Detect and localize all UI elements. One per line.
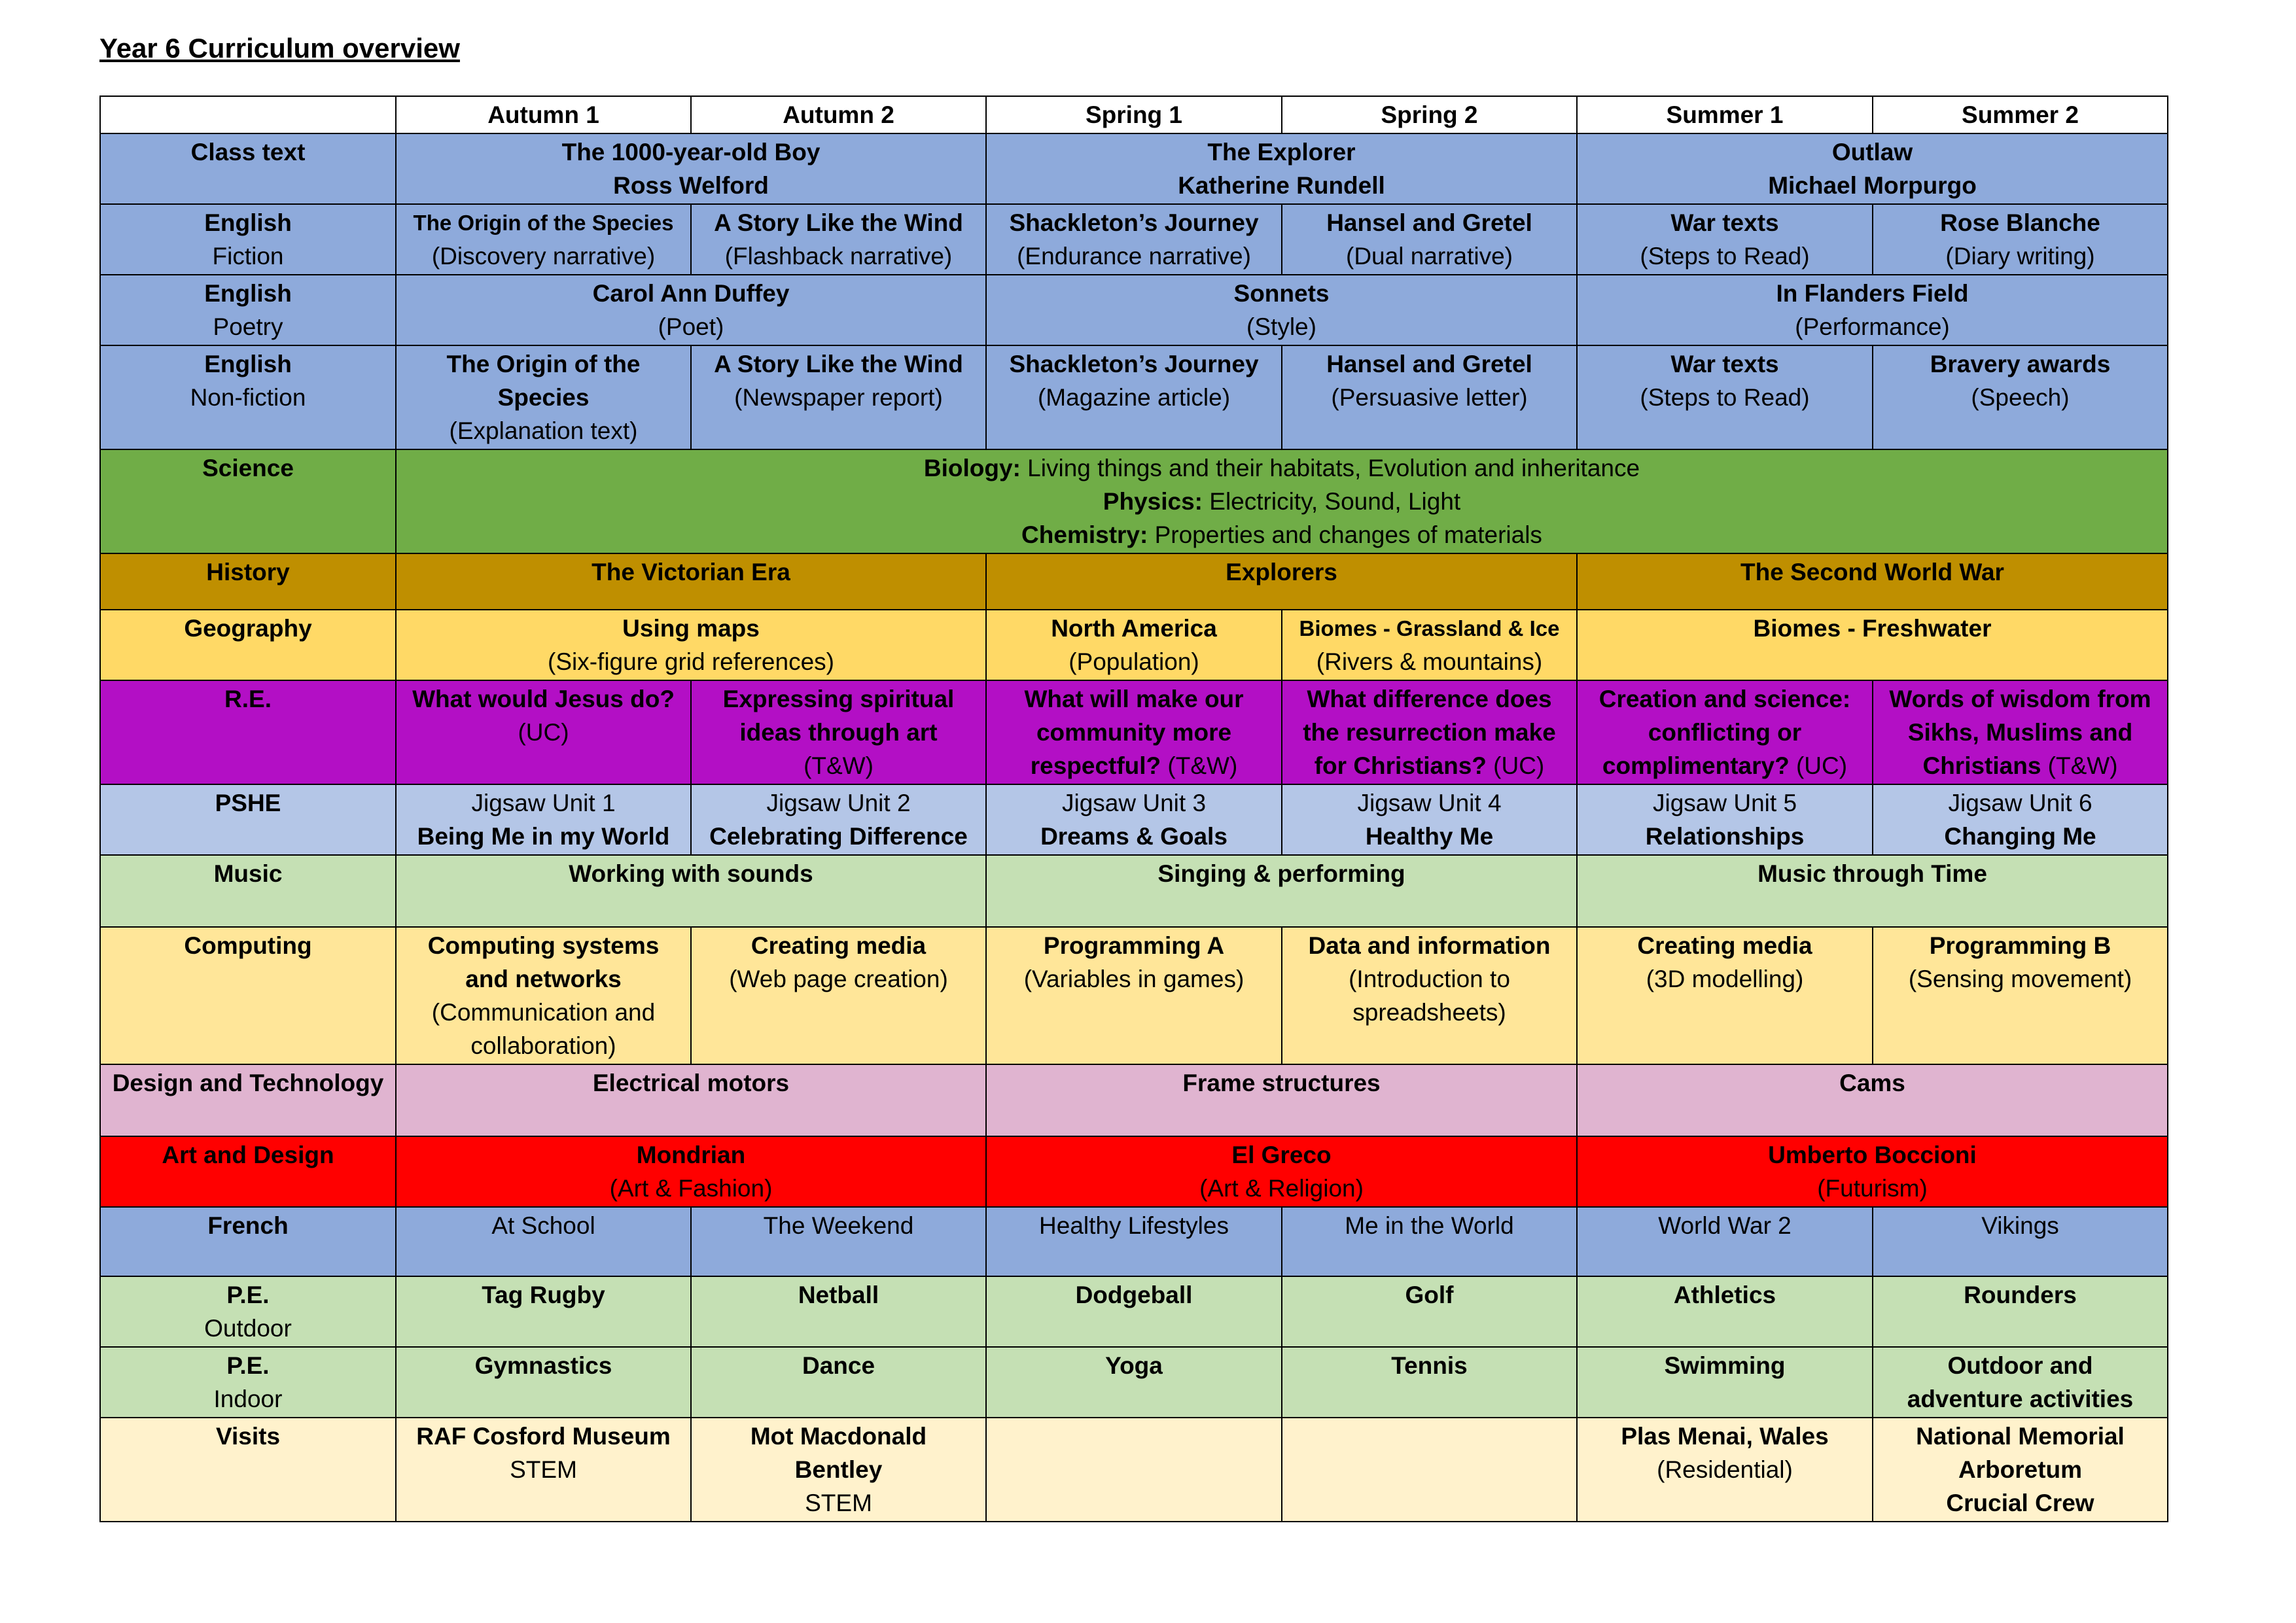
pshe-autumn-1: Jigsaw Unit 1 Being Me in my World bbox=[396, 784, 691, 855]
english-fiction-summer-1: War texts (Steps to Read) bbox=[1577, 204, 1873, 275]
header-summer-2: Summer 2 bbox=[1873, 96, 2168, 133]
computing-spring-1: Programming A (Variables in games) bbox=[986, 927, 1282, 1064]
english-fiction-autumn-2: A Story Like the Wind (Flashback narrative) bbox=[691, 204, 986, 275]
subject-music: Music bbox=[100, 855, 396, 927]
row-english-nonfiction bbox=[100, 345, 2168, 449]
subject-pe-outdoor: P.E. Outdoor bbox=[100, 1276, 396, 1347]
row-re bbox=[100, 680, 2168, 784]
re-spring-2: What difference does the resurrection make for Christians? (UC) bbox=[1282, 680, 1577, 784]
curriculum-table bbox=[99, 96, 2168, 1522]
row-visits bbox=[100, 1418, 2168, 1522]
pe-outdoor-summer-2: Rounders bbox=[1873, 1276, 2168, 1347]
geography-spring-1: North America (Population) bbox=[986, 610, 1282, 680]
row-pe-indoor bbox=[100, 1347, 2168, 1418]
subject-art-design: Art and Design bbox=[100, 1136, 396, 1207]
dt-spring: Frame structures bbox=[986, 1064, 1577, 1136]
english-fiction-autumn-1: The Origin of the Species (Discovery narrative) bbox=[396, 204, 691, 275]
music-summer: Music through Time bbox=[1577, 855, 2168, 927]
pshe-spring-2: Jigsaw Unit 4 Healthy Me bbox=[1282, 784, 1577, 855]
re-summer-2: Words of wisdom from Sikhs, Muslims and Christians (T&W) bbox=[1873, 680, 2168, 784]
re-autumn-1: What would Jesus do? (UC) bbox=[396, 680, 691, 784]
french-summer-1: World War 2 bbox=[1577, 1207, 1873, 1276]
pshe-summer-1: Jigsaw Unit 5 Relationships bbox=[1577, 784, 1873, 855]
english-poetry-autumn: Carol Ann Duffey (Poet) bbox=[396, 275, 986, 345]
pe-outdoor-summer-1: Athletics bbox=[1577, 1276, 1873, 1347]
row-class-text bbox=[100, 133, 2168, 204]
english-fiction-spring-1: Shackleton’s Journey (Endurance narrative) bbox=[986, 204, 1282, 275]
subject-geography: Geography bbox=[100, 610, 396, 680]
row-english-fiction bbox=[100, 204, 2168, 275]
science-content: Biology: Living things and their habitats, Evolution and inheritance Physics: Electricity, Sound, Light Chemistry: Properties and changes of materials bbox=[396, 449, 2168, 553]
header-summer-1: Summer 1 bbox=[1577, 96, 1873, 133]
french-summer-2: Vikings bbox=[1873, 1207, 2168, 1276]
subject-re: R.E. bbox=[100, 680, 396, 784]
english-poetry-spring: Sonnets (Style) bbox=[986, 275, 1577, 345]
french-spring-2: Me in the World bbox=[1282, 1207, 1577, 1276]
row-english-poetry bbox=[100, 275, 2168, 345]
class-text-spring: The Explorer Katherine Rundell bbox=[986, 133, 1577, 204]
row-music bbox=[100, 855, 2168, 927]
pe-outdoor-spring-2: Golf bbox=[1282, 1276, 1577, 1347]
pshe-summer-2: Jigsaw Unit 6 Changing Me bbox=[1873, 784, 2168, 855]
row-computing bbox=[100, 927, 2168, 1064]
subject-science: Science bbox=[100, 449, 396, 553]
pshe-spring-1: Jigsaw Unit 3 Dreams & Goals bbox=[986, 784, 1282, 855]
header-autumn-1: Autumn 1 bbox=[396, 96, 691, 133]
computing-autumn-1: Computing systems and networks (Communication and collaboration) bbox=[396, 927, 691, 1064]
french-spring-1: Healthy Lifestyles bbox=[986, 1207, 1282, 1276]
computing-spring-2: Data and information (Introduction to spreadsheets) bbox=[1282, 927, 1577, 1064]
header-row bbox=[100, 96, 2168, 133]
class-text-autumn: The 1000-year-old Boy Ross Welford bbox=[396, 133, 986, 204]
english-nonfiction-autumn-1: The Origin of the Species (Explanation text) bbox=[396, 345, 691, 449]
pe-outdoor-autumn-1: Tag Rugby bbox=[396, 1276, 691, 1347]
english-nonfiction-summer-1: War texts (Steps to Read) bbox=[1577, 345, 1873, 449]
subject-english-fiction: English Fiction bbox=[100, 204, 396, 275]
computing-autumn-2: Creating media (Web page creation) bbox=[691, 927, 986, 1064]
page-title: Year 6 Curriculum overview bbox=[99, 33, 460, 63]
pe-outdoor-spring-1: Dodgeball bbox=[986, 1276, 1282, 1347]
english-nonfiction-autumn-2: A Story Like the Wind (Newspaper report) bbox=[691, 345, 986, 449]
subject-visits: Visits bbox=[100, 1418, 396, 1522]
visits-spring-1 bbox=[986, 1418, 1282, 1522]
subject-computing: Computing bbox=[100, 927, 396, 1064]
subject-english-nonfiction: English Non-fiction bbox=[100, 345, 396, 449]
visits-spring-2 bbox=[1282, 1418, 1577, 1522]
row-geography bbox=[100, 610, 2168, 680]
re-autumn-2: Expressing spiritual ideas through art (T&W) bbox=[691, 680, 986, 784]
visits-summer-1: Plas Menai, Wales (Residential) bbox=[1577, 1418, 1873, 1522]
english-nonfiction-spring-2: Hansel and Gretel (Persuasive letter) bbox=[1282, 345, 1577, 449]
pe-indoor-autumn-1: Gymnastics bbox=[396, 1347, 691, 1418]
french-autumn-1: At School bbox=[396, 1207, 691, 1276]
re-summer-1: Creation and science: conflicting or complimentary? (UC) bbox=[1577, 680, 1873, 784]
english-fiction-summer-2: Rose Blanche (Diary writing) bbox=[1873, 204, 2168, 275]
row-art-design bbox=[100, 1136, 2168, 1207]
pe-outdoor-autumn-2: Netball bbox=[691, 1276, 986, 1347]
subject-class-text: Class text bbox=[100, 133, 396, 204]
row-pe-outdoor bbox=[100, 1276, 2168, 1347]
header-spring-1: Spring 1 bbox=[986, 96, 1282, 133]
subject-history: History bbox=[100, 553, 396, 610]
header-blank bbox=[100, 96, 396, 133]
row-science bbox=[100, 449, 2168, 553]
computing-summer-2: Programming B (Sensing movement) bbox=[1873, 927, 2168, 1064]
dt-summer: Cams bbox=[1577, 1064, 2168, 1136]
row-pshe bbox=[100, 784, 2168, 855]
geography-autumn: Using maps (Six-figure grid references) bbox=[396, 610, 986, 680]
history-spring: Explorers bbox=[986, 553, 1577, 610]
visits-autumn-2: Mot Macdonald Bentley STEM bbox=[691, 1418, 986, 1522]
subject-design-technology: Design and Technology bbox=[100, 1064, 396, 1136]
french-autumn-2: The Weekend bbox=[691, 1207, 986, 1276]
subject-english-poetry: English Poetry bbox=[100, 275, 396, 345]
history-summer: The Second World War bbox=[1577, 553, 2168, 610]
header-spring-2: Spring 2 bbox=[1282, 96, 1577, 133]
pe-indoor-spring-2: Tennis bbox=[1282, 1347, 1577, 1418]
history-autumn: The Victorian Era bbox=[396, 553, 986, 610]
dt-autumn: Electrical motors bbox=[396, 1064, 986, 1136]
header-autumn-2: Autumn 2 bbox=[691, 96, 986, 133]
computing-summer-1: Creating media (3D modelling) bbox=[1577, 927, 1873, 1064]
visits-autumn-1: RAF Cosford Museum STEM bbox=[396, 1418, 691, 1522]
row-french bbox=[100, 1207, 2168, 1276]
art-autumn: Mondrian (Art & Fashion) bbox=[396, 1136, 986, 1207]
row-history bbox=[100, 553, 2168, 610]
music-autumn: Working with sounds bbox=[396, 855, 986, 927]
art-summer: Umberto Boccioni (Futurism) bbox=[1577, 1136, 2168, 1207]
english-poetry-summer: In Flanders Field (Performance) bbox=[1577, 275, 2168, 345]
subject-pe-indoor: P.E. Indoor bbox=[100, 1347, 396, 1418]
pshe-autumn-2: Jigsaw Unit 2 Celebrating Difference bbox=[691, 784, 986, 855]
music-spring: Singing & performing bbox=[986, 855, 1577, 927]
english-nonfiction-summer-2: Bravery awards (Speech) bbox=[1873, 345, 2168, 449]
visits-summer-2: National Memorial Arboretum Crucial Crew bbox=[1873, 1418, 2168, 1522]
geography-spring-2: Biomes - Grassland & Ice (Rivers & mountains) bbox=[1282, 610, 1577, 680]
re-spring-1: What will make our community more respectful? (T&W) bbox=[986, 680, 1282, 784]
row-design-technology bbox=[100, 1064, 2168, 1136]
english-fiction-spring-2: Hansel and Gretel (Dual narrative) bbox=[1282, 204, 1577, 275]
pe-indoor-summer-1: Swimming bbox=[1577, 1347, 1873, 1418]
pe-indoor-summer-2: Outdoor and adventure activities bbox=[1873, 1347, 2168, 1418]
pe-indoor-autumn-2: Dance bbox=[691, 1347, 986, 1418]
subject-pshe: PSHE bbox=[100, 784, 396, 855]
english-nonfiction-spring-1: Shackleton’s Journey (Magazine article) bbox=[986, 345, 1282, 449]
pe-indoor-spring-1: Yoga bbox=[986, 1347, 1282, 1418]
class-text-summer: Outlaw Michael Morpurgo bbox=[1577, 133, 2168, 204]
subject-french: French bbox=[100, 1207, 396, 1276]
geography-summer: Biomes - Freshwater bbox=[1577, 610, 2168, 680]
art-spring: El Greco (Art & Religion) bbox=[986, 1136, 1577, 1207]
